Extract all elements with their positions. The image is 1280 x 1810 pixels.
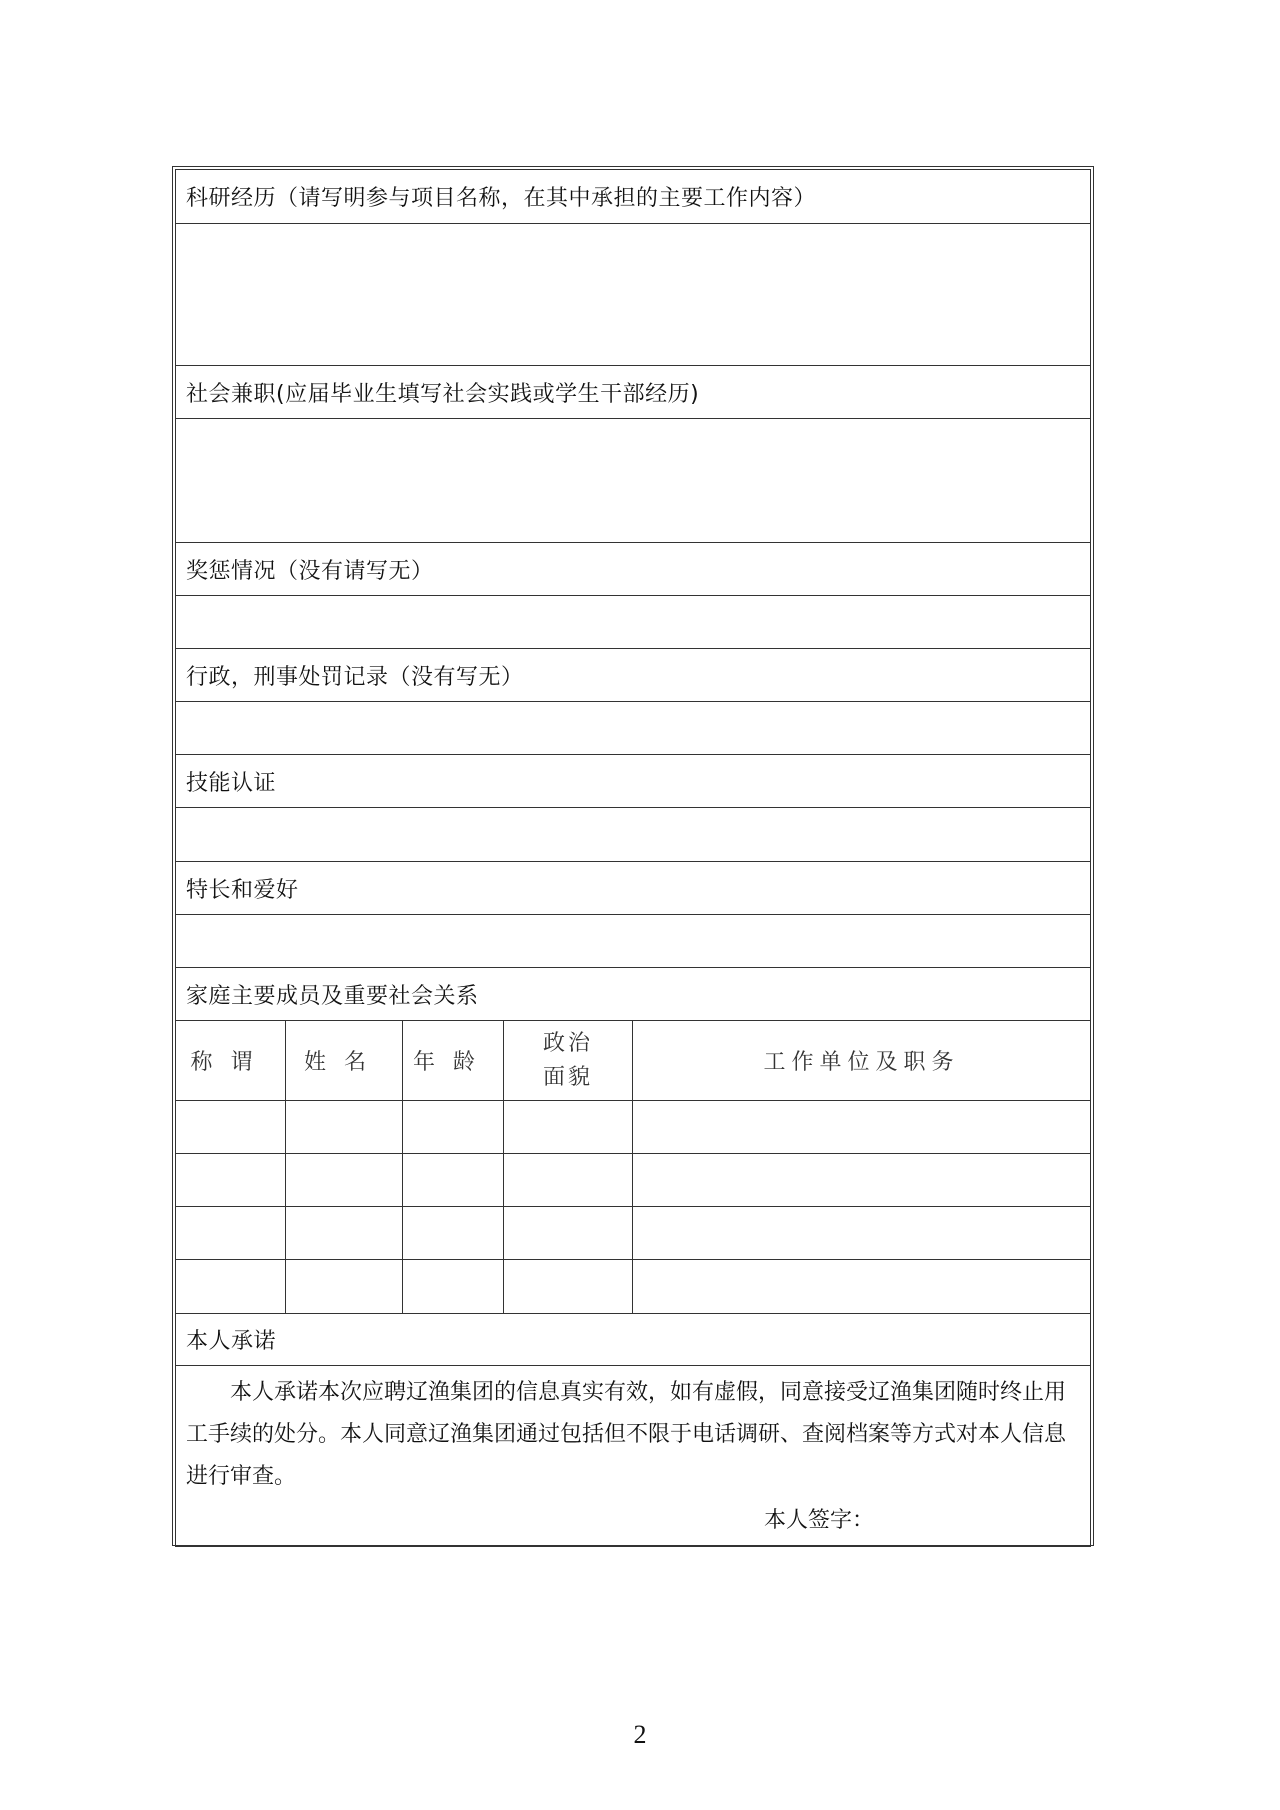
header-work: 工作单位及职务 — [633, 1021, 1091, 1101]
hobbies-label: 特长和爱好 — [176, 862, 1091, 915]
awards-label: 奖惩情况（没有请写无） — [176, 543, 1091, 596]
family-row — [176, 1101, 1091, 1154]
hobbies-field[interactable] — [176, 915, 1091, 968]
page-number: 2 — [633, 1720, 647, 1749]
family-cell[interactable] — [403, 1207, 504, 1260]
research-field[interactable] — [176, 224, 1091, 366]
family-cell[interactable] — [504, 1101, 633, 1154]
family-cell[interactable] — [633, 1154, 1091, 1207]
family-cell[interactable] — [504, 1154, 633, 1207]
family-cell[interactable] — [286, 1207, 403, 1260]
family-cell[interactable] — [176, 1207, 286, 1260]
family-row — [176, 1207, 1091, 1260]
header-political — [504, 1021, 633, 1101]
family-cell[interactable] — [504, 1260, 633, 1314]
family-cell[interactable] — [403, 1260, 504, 1314]
header-political-line1: 政治 — [542, 1030, 593, 1056]
family-header-row — [176, 1021, 1091, 1101]
family-cell[interactable] — [633, 1260, 1091, 1314]
form-table — [175, 169, 1091, 1547]
awards-field[interactable] — [176, 596, 1091, 649]
research-label: 科研经历（请写明参与项目名称，在其中承担的主要工作内容） — [176, 170, 1091, 224]
family-cell[interactable] — [403, 1101, 504, 1154]
header-political-line2: 面貌 — [542, 1064, 593, 1090]
header-name: 姓名 — [286, 1021, 403, 1101]
family-label: 家庭主要成员及重要社会关系 — [176, 968, 1091, 1021]
family-cell[interactable] — [633, 1207, 1091, 1260]
family-cell[interactable] — [403, 1154, 504, 1207]
social-field[interactable] — [176, 419, 1091, 543]
family-cell[interactable] — [286, 1101, 403, 1154]
header-age: 年龄 — [403, 1021, 504, 1101]
promise-label: 本人承诺 — [176, 1314, 1091, 1366]
family-row — [176, 1260, 1091, 1314]
social-label: 社会兼职(应届毕业生填写社会实践或学生干部经历) — [176, 366, 1091, 419]
promise-text: 本人承诺本次应聘辽渔集团的信息真实有效，如有虚假，同意接受辽渔集团随时终止用工手续的处分。本人同意辽渔集团通过包括但不限于电话调研、查阅档案等方式对本人信息进行审查。 — [186, 1380, 1067, 1489]
family-cell[interactable] — [176, 1101, 286, 1154]
skills-field[interactable] — [176, 808, 1091, 862]
family-row — [176, 1154, 1091, 1207]
promise-section — [176, 1366, 1091, 1547]
family-cell[interactable] — [633, 1101, 1091, 1154]
application-form — [172, 166, 1094, 1546]
header-relation: 称谓 — [176, 1021, 286, 1101]
family-cell[interactable] — [504, 1207, 633, 1260]
family-cell[interactable] — [176, 1260, 286, 1314]
penalty-label: 行政，刑事处罚记录（没有写无） — [176, 649, 1091, 702]
signature-label: 本人签字： — [764, 1508, 875, 1533]
family-cell[interactable] — [286, 1154, 403, 1207]
family-cell[interactable] — [176, 1154, 286, 1207]
penalty-field[interactable] — [176, 702, 1091, 755]
skills-label: 技能认证 — [176, 755, 1091, 808]
family-cell[interactable] — [286, 1260, 403, 1314]
